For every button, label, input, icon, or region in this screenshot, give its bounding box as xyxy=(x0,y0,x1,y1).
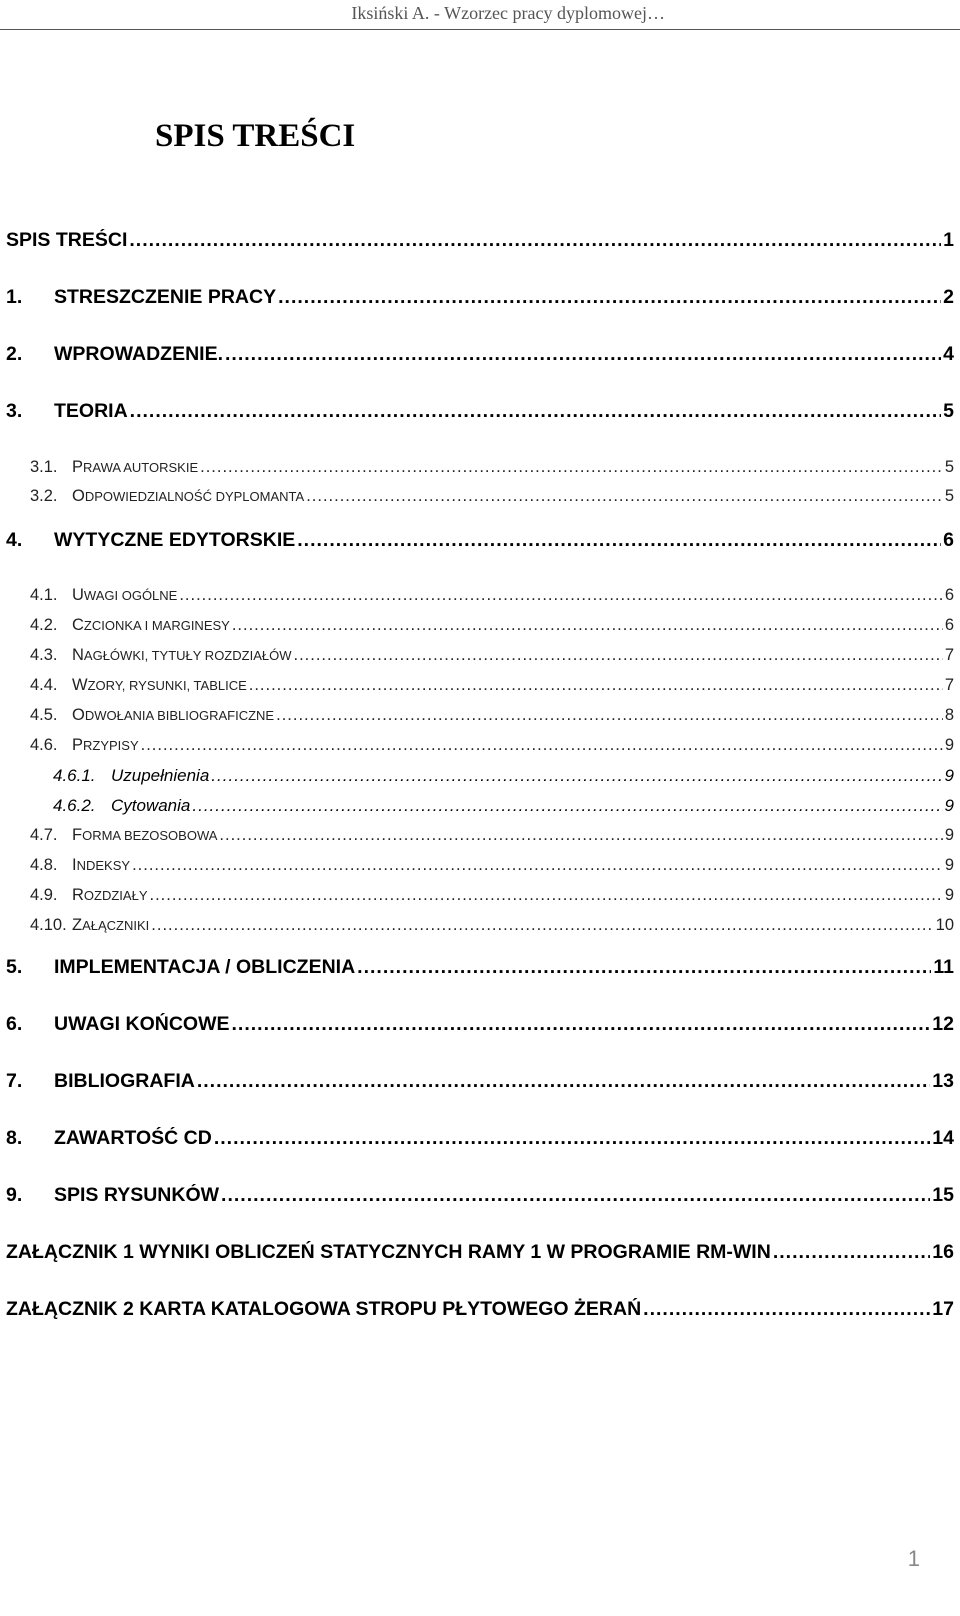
toc-entry-title xyxy=(72,646,291,665)
toc-entry-title-first: ZAWARTOŚĆ CD xyxy=(54,1127,212,1149)
toc-entry-title xyxy=(72,916,149,935)
toc-entry-number: 4.3. xyxy=(30,646,58,664)
toc-entry-title-rest: ZCIONKA I MARGINESY xyxy=(83,618,230,633)
toc-entry-title-rest: AGŁÓWKI, TYTUŁY ROZDZIAŁÓW xyxy=(83,648,292,663)
toc-leader-dots xyxy=(211,766,942,786)
toc-entry-title-rest: NDEKSY xyxy=(76,858,131,873)
toc-entry-page: 9 xyxy=(944,736,954,754)
toc-entry-title xyxy=(72,616,230,635)
toc-entry-number: 5. xyxy=(6,956,23,978)
toc-entry-title-first: WPROWADZENIE. xyxy=(54,343,223,365)
toc-leader-dots xyxy=(225,343,941,366)
toc-entry-title-first: P xyxy=(72,458,84,476)
toc-entry-title xyxy=(54,343,223,366)
toc-entry[interactable] xyxy=(30,916,954,935)
toc-leader-dots xyxy=(357,956,931,979)
toc-leader-dots xyxy=(150,886,943,905)
toc-entry[interactable] xyxy=(30,616,954,635)
toc-leader-dots xyxy=(214,1127,930,1150)
toc-entry-title-first: BIBLIOGRAFIA xyxy=(54,1070,195,1092)
toc-entry-title xyxy=(6,229,127,252)
toc-entry[interactable] xyxy=(53,766,954,786)
toc-entry-page: 10 xyxy=(935,916,954,934)
toc-entry-page: 6 xyxy=(944,586,954,604)
toc-entry[interactable] xyxy=(6,1127,954,1150)
toc-entry-title-first: N xyxy=(72,646,84,664)
toc-entry-title-first: Z xyxy=(72,916,83,934)
toc-entry-title-first: I xyxy=(72,856,77,874)
toc-entry-title-first: F xyxy=(72,826,83,844)
toc-leader-dots xyxy=(293,646,942,665)
toc-leader-dots xyxy=(232,616,943,635)
toc-entry-title xyxy=(72,487,304,506)
toc-entry-title xyxy=(6,1298,641,1321)
toc-entry[interactable] xyxy=(6,1070,954,1093)
toc-entry-page: 11 xyxy=(933,956,954,978)
toc-leader-dots xyxy=(276,706,943,725)
toc-entry-title-first: SPIS RYSUNKÓW xyxy=(54,1184,220,1206)
toc-entry-title-rest: AŁĄCZNIKI xyxy=(82,918,150,933)
toc-entry-number: 4.9. xyxy=(30,886,58,904)
toc-leader-dots xyxy=(306,487,943,506)
toc-entry-title xyxy=(54,1070,195,1093)
toc-leader-dots xyxy=(132,856,943,875)
toc-entry-title-rest: RZYPISY xyxy=(83,738,139,753)
toc-entry-page: 16 xyxy=(932,1241,954,1263)
toc-entry[interactable] xyxy=(6,1241,954,1264)
toc-entry-page: 5 xyxy=(944,458,954,476)
toc-entry-title-rest: WAGI OGÓLNE xyxy=(83,588,178,603)
toc-entry-title xyxy=(54,1013,230,1036)
toc-entry[interactable] xyxy=(6,1298,954,1321)
toc-entry-title-first: O xyxy=(72,706,85,724)
toc-leader-dots xyxy=(219,826,942,845)
toc-entry-page: 4 xyxy=(943,343,954,365)
toc-entry-number: 4.7. xyxy=(30,826,58,844)
toc-entry[interactable] xyxy=(30,676,954,695)
toc-entry-title xyxy=(72,856,130,875)
toc-entry[interactable] xyxy=(30,586,954,605)
toc-entry-number: 8. xyxy=(6,1127,23,1149)
toc-entry-title xyxy=(72,886,148,905)
toc-leader-dots xyxy=(130,400,941,423)
toc-entry-page: 7 xyxy=(944,646,954,664)
toc-entry-number: 2. xyxy=(6,343,23,365)
toc-leader-dots xyxy=(232,1013,931,1036)
toc-entry-title-rest: ZORY, RYSUNKI, TABLICE xyxy=(87,678,247,693)
toc-entry-title-first: C xyxy=(72,616,84,634)
toc-entry-number: 4.2. xyxy=(30,616,58,634)
toc-entry-page: 7 xyxy=(944,676,954,694)
toc-entry-page: 6 xyxy=(944,616,954,634)
toc-entry[interactable] xyxy=(30,458,954,477)
toc-entry[interactable] xyxy=(30,736,954,755)
toc-leader-dots xyxy=(141,736,943,755)
toc-entry-page: 1 xyxy=(943,229,954,251)
toc-entry-title xyxy=(72,736,139,755)
toc-entry-number: 4.8. xyxy=(30,856,58,874)
toc-entry-title-rest: DPOWIEDZIALNOŚĆ DYPLOMANTA xyxy=(84,489,305,504)
toc-entry-page: 6 xyxy=(943,529,954,551)
toc-entry-page: 5 xyxy=(944,487,954,505)
toc-entry-number: 4.6. xyxy=(30,736,58,754)
toc-entry[interactable] xyxy=(6,229,954,252)
toc-entry-page: 9 xyxy=(944,856,954,874)
toc-entry-number: 4.6.2. xyxy=(53,796,96,815)
toc-entry-title-rest: DWOŁANIA BIBLIOGRAFICZNE xyxy=(84,708,275,723)
toc-entry-page: 8 xyxy=(944,706,954,724)
toc-entry-title-first: W xyxy=(72,676,88,694)
toc-leader-dots xyxy=(151,916,933,935)
toc-entry-page: 9 xyxy=(944,886,954,904)
toc-entry-title-first: ZAŁĄCZNIK 1 WYNIKI OBLICZEŃ STATYCZNYCH RAMY 1 W PROGRAMIE RM-WIN xyxy=(6,1241,771,1263)
toc-leader-dots xyxy=(643,1298,930,1321)
toc-entry[interactable] xyxy=(6,343,954,366)
toc-entry-title-rest: ORMA BEZOSOBOWA xyxy=(82,828,218,843)
toc-entry-title xyxy=(72,826,217,845)
toc-entry-page: 9 xyxy=(944,826,954,844)
toc-entry-page: 2 xyxy=(943,286,954,308)
toc-entry-page: 15 xyxy=(932,1184,954,1206)
toc-entry[interactable] xyxy=(30,646,954,665)
toc-entry-title xyxy=(72,706,274,725)
toc-entry-page: 9 xyxy=(944,796,954,815)
toc-entry-title xyxy=(72,458,198,477)
toc-entry-title-first: Uzupełnienia xyxy=(111,766,210,785)
toc-entry-number: 4.1. xyxy=(30,586,58,604)
toc-entry-number: 6. xyxy=(6,1013,23,1035)
toc-entry[interactable] xyxy=(30,487,954,506)
toc-entry-page: 17 xyxy=(932,1298,954,1320)
toc-leader-dots xyxy=(249,676,943,695)
toc-entry-title-first: P xyxy=(72,736,84,754)
toc-entry-title-first: WYTYCZNE EDYTORSKIE xyxy=(54,529,296,551)
toc-entry-title-first: O xyxy=(72,487,85,505)
toc-entry-title-first: Cytowania xyxy=(111,796,191,815)
running-header xyxy=(0,0,960,30)
toc-entry[interactable] xyxy=(6,529,954,552)
toc-entry[interactable] xyxy=(6,286,954,309)
toc-entry[interactable] xyxy=(53,796,954,816)
toc-entry-title xyxy=(72,586,177,605)
toc-entry-title-first: ZAŁĄCZNIK 2 KARTA KATALOGOWA STROPU PŁYTOWEGO ŻERAŃ xyxy=(6,1298,642,1320)
toc-entry[interactable] xyxy=(6,1013,954,1036)
toc-entry-number: 7. xyxy=(6,1070,23,1092)
toc-leader-dots xyxy=(773,1241,930,1264)
page-number: 1 xyxy=(907,1546,920,1571)
toc-entry-number: 3. xyxy=(6,400,23,422)
running-header-text: Iksiński A. - Wzorzec pracy dyplomowej… xyxy=(351,3,665,23)
toc-entry[interactable] xyxy=(30,706,954,725)
toc-entry-title-first: STRESZCZENIE PRACY xyxy=(54,286,277,308)
toc-entry-title-first: UWAGI KOŃCOWE xyxy=(54,1013,230,1035)
toc-entry-title xyxy=(111,766,209,786)
toc-entry-title xyxy=(54,956,355,979)
toc-entry-number: 4.10. xyxy=(30,916,67,934)
toc-entry-page: 9 xyxy=(944,766,954,785)
toc-entry[interactable] xyxy=(30,826,954,845)
toc-entry-number: 4.6.1. xyxy=(53,766,96,785)
toc-entry-title xyxy=(111,796,190,816)
toc-entry-number: 1. xyxy=(6,286,23,308)
page-title: SPIS TREŚCI xyxy=(155,118,356,154)
toc-leader-dots xyxy=(179,586,942,605)
toc-entry-title xyxy=(54,286,276,309)
toc-leader-dots xyxy=(297,529,941,552)
toc-entry[interactable] xyxy=(6,956,954,979)
toc-entry-title xyxy=(54,1127,212,1150)
toc-entry-title-first: R xyxy=(72,886,84,904)
toc-entry-number: 4.5. xyxy=(30,706,58,724)
toc-entry[interactable] xyxy=(6,400,954,423)
toc-entry-title-first: IMPLEMENTACJA / OBLICZENIA xyxy=(54,956,356,978)
toc-entry-title xyxy=(54,529,295,552)
toc-entry-number: 3.1. xyxy=(30,458,58,476)
toc-entry-title-first: SPIS TREŚCI xyxy=(6,229,128,251)
toc-entry-number: 9. xyxy=(6,1184,23,1206)
toc-entry-page: 14 xyxy=(932,1127,954,1149)
toc-entry-number: 4. xyxy=(6,529,23,551)
toc-entry-title-first: TEORIA xyxy=(54,400,128,422)
toc-leader-dots xyxy=(200,458,943,477)
toc-entry-page: 5 xyxy=(943,400,954,422)
toc-entry-title-rest: RAWA AUTORSKIE xyxy=(83,460,199,475)
toc-entry-page: 13 xyxy=(932,1070,954,1092)
toc-entry-number: 3.2. xyxy=(30,487,58,505)
toc-entry[interactable] xyxy=(30,856,954,875)
toc-leader-dots xyxy=(197,1070,930,1093)
toc-leader-dots xyxy=(192,796,942,816)
toc-entry-title xyxy=(54,400,128,423)
toc-entry-number: 4.4. xyxy=(30,676,58,694)
toc-entry-page: 12 xyxy=(932,1013,954,1035)
toc-entry-title-first: U xyxy=(72,586,84,604)
toc-entry-title xyxy=(54,1184,219,1207)
toc-leader-dots xyxy=(129,229,941,252)
toc-leader-dots xyxy=(278,286,941,309)
toc-entry-title-rest: OZDZIAŁY xyxy=(83,888,148,903)
toc-leader-dots xyxy=(221,1184,930,1207)
toc-entry-title xyxy=(72,676,247,695)
toc-entry[interactable] xyxy=(30,886,954,905)
toc-entry-title xyxy=(6,1241,771,1264)
toc-entry[interactable] xyxy=(6,1184,954,1207)
